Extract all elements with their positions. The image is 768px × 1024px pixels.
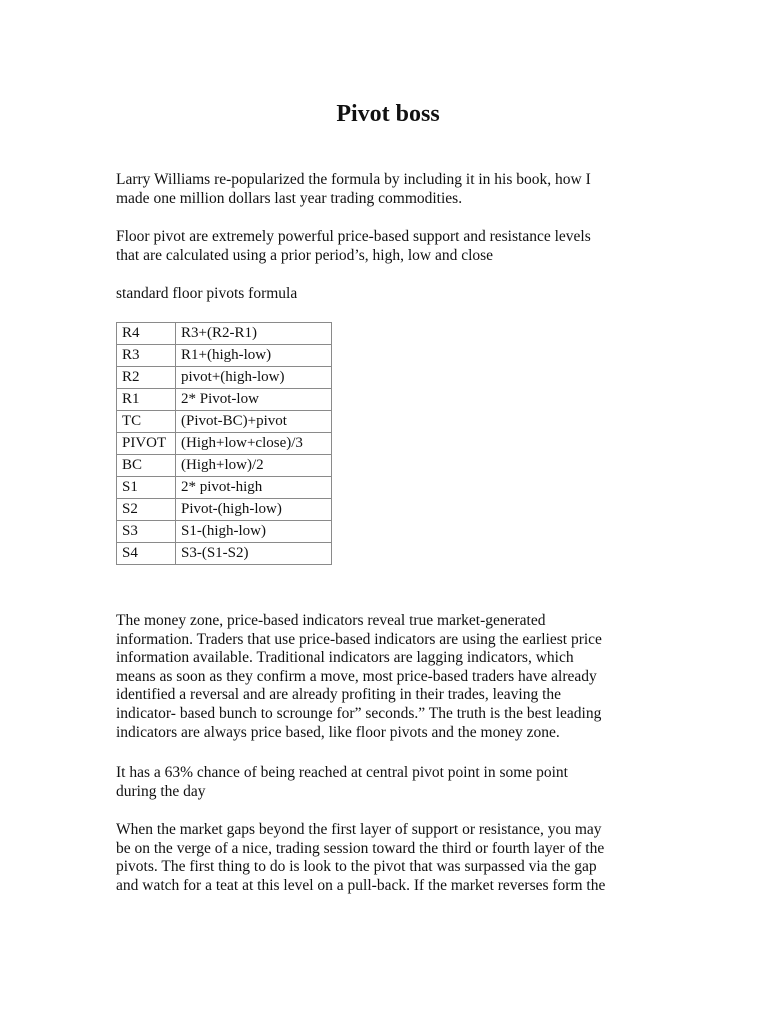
pivot-level-cell: BC [117,455,176,477]
table-row [117,367,332,389]
text-line: It has a 63% chance of being reached at central pivot point in some point [116,764,568,781]
pivot-formula-cell: 2* pivot-high [176,477,332,499]
table-row [117,455,332,477]
text-line: be on the verge of a nice, trading session toward the third or fourth layer of the [116,839,605,857]
paragraph-larry-williams [116,171,656,208]
text-line: indicator- based bunch to scrounge for” seconds.” The truth is the best leading [116,704,602,722]
pivot-formula-cell: (High+low)/2 [176,455,332,477]
table-row [117,323,332,345]
table-row [117,389,332,411]
pivot-level-cell: TC [117,411,176,433]
text-line: pivots. The first thing to do is look to the pivot that was surpassed via the gap [116,858,597,876]
pivot-formula-cell: 2* Pivot-low [176,389,332,411]
text-line: standard floor pivots formula [116,285,298,302]
paragraph-money-zone [116,612,656,742]
text-line: information. Traders that use price-based indicators are using the earliest price [116,630,602,648]
paragraph-central-pivot-chance [116,764,656,801]
pivot-level-cell: R3 [117,345,176,367]
table-row [117,543,332,565]
table-row [117,477,332,499]
pivot-level-cell: R4 [117,323,176,345]
pivot-level-cell: S1 [117,477,176,499]
pivot-formula-table [116,322,332,565]
pivot-formula-cell: Pivot-(high-low) [176,499,332,521]
text-line: means as soon as they confirm a move, most price-based traders have already [116,667,597,685]
table-row [117,411,332,433]
table-row [117,433,332,455]
paragraph-floor-pivot [116,228,656,265]
pivot-level-cell: S2 [117,499,176,521]
text-line: When the market gaps beyond the first layer of support or resistance, you may [116,821,602,838]
pivot-formula-cell: R1+(high-low) [176,345,332,367]
paragraph-market-gaps [116,821,656,895]
table-row [117,345,332,367]
table-row [117,499,332,521]
document-title: Pivot boss [336,101,440,127]
text-line: during the day [116,782,206,800]
pivot-level-cell: S4 [117,543,176,565]
pivot-formula-cell: (High+low+close)/3 [176,433,332,455]
pivot-level-cell: PIVOT [117,433,176,455]
text-line: and watch for a teat at this level on a pull-back. If the market reverses form the [116,876,606,894]
pivot-formula-cell: S1-(high-low) [176,521,332,543]
pivot-formula-cell: pivot+(high-low) [176,367,332,389]
pivot-formula-cell: R3+(R2-R1) [176,323,332,345]
text-line: identified a reversal and are already profiting in their trades, leaving the [116,686,562,704]
text-line: that are calculated using a prior period’s, high, low and close [116,246,494,264]
text-line: Larry Williams re-popularized the formula by including it in his book, how I [116,171,591,188]
pivot-formula-cell: (Pivot-BC)+pivot [176,411,332,433]
text-line: The money zone, price-based indicators reveal true market-generated [116,612,546,629]
pivot-formula-cell: S3-(S1-S2) [176,543,332,565]
text-line: Floor pivot are extremely powerful price-based support and resistance levels [116,228,591,245]
text-line: information available. Traditional indicators are lagging indicators, which [116,649,574,667]
table-row [117,521,332,543]
pivot-level-cell: S3 [117,521,176,543]
text-line: indicators are always price based, like floor pivots and the money zone. [116,723,560,741]
paragraph-formula-heading [116,285,656,304]
text-line: made one million dollars last year trading commodities. [116,189,463,207]
pivot-level-cell: R2 [117,367,176,389]
pivot-level-cell: R1 [117,389,176,411]
